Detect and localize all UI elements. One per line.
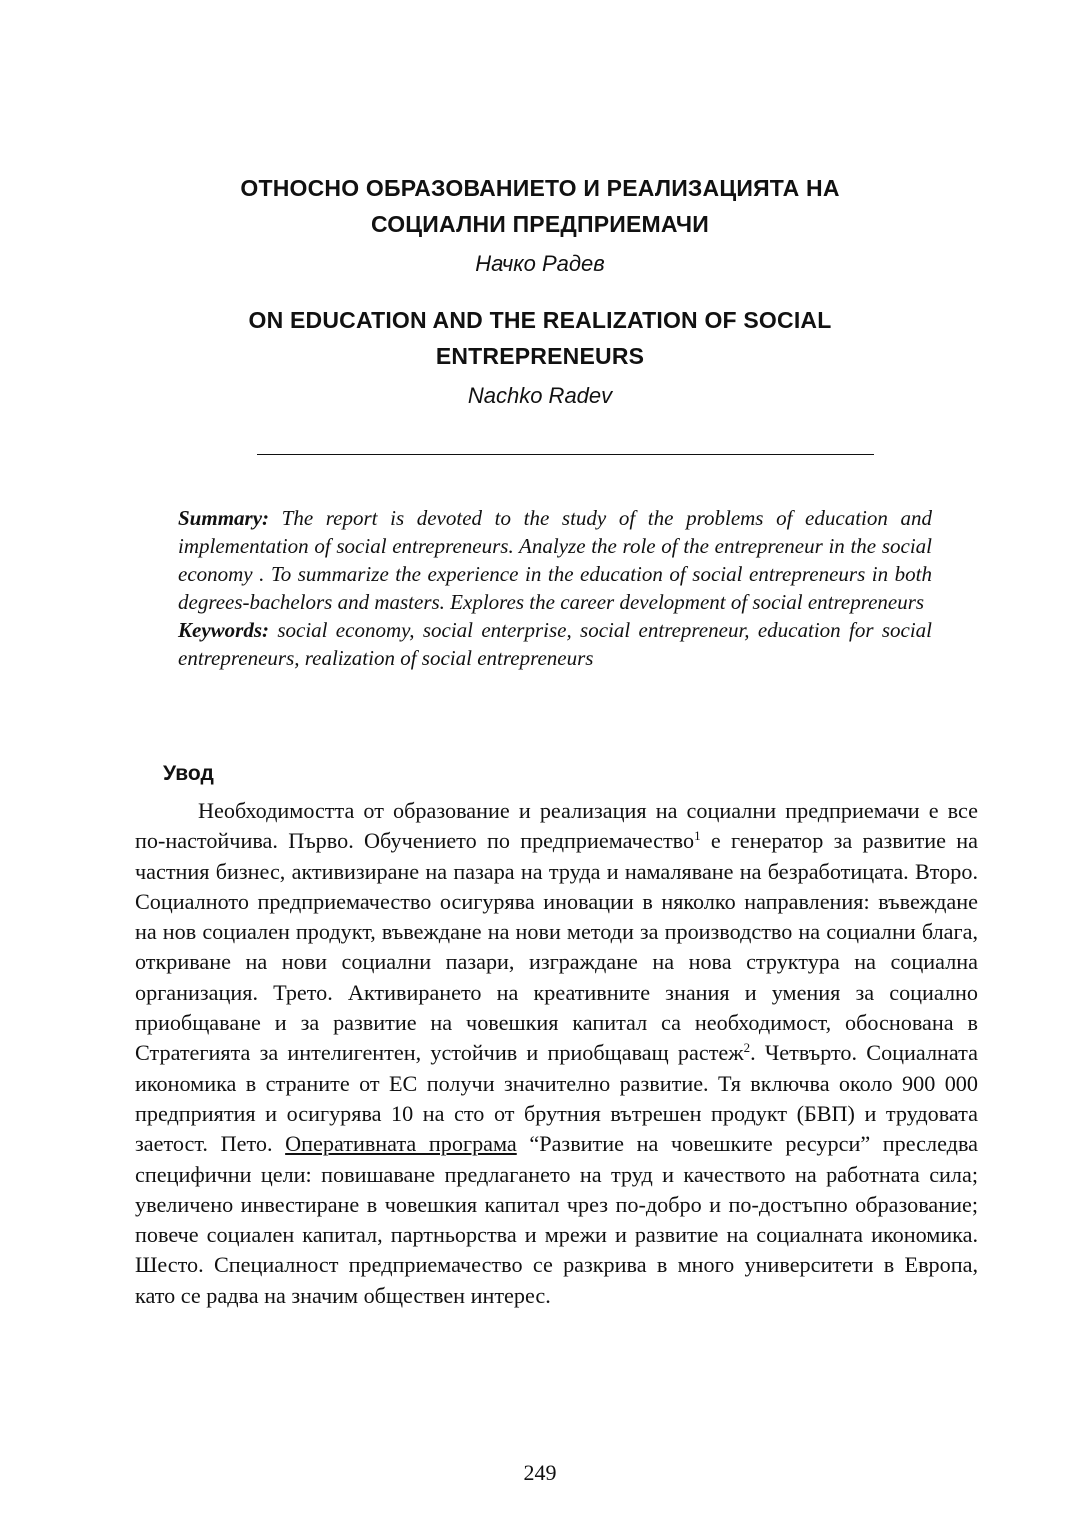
keywords-paragraph xyxy=(178,616,932,672)
author-en: Nachko Radev xyxy=(467,383,613,408)
body-text-part-1: Необходимостта от образование и реализация на социални предприемачи е все по-настойчива. Първо. Обучението по предприемачество xyxy=(135,798,978,854)
keywords-text: social economy, social enterprise, social entrepreneur, education for social entrepreneurs, realization of social entrepreneurs xyxy=(178,618,932,670)
section-heading: Увод xyxy=(163,762,214,785)
body-text-part-3: . Четвърто. Социалната икономика в страните от ЕС получи значително развитие. Тя включва около 900 000 предприятия и осигурява 10 на сто от брутния вътрешен продукт (БВП) и трудовата заетост. Пето. xyxy=(135,1040,978,1157)
abstract xyxy=(178,504,932,672)
title-divider xyxy=(257,454,874,455)
title-en-line-1: ON EDUCATION AND THE REALIZATION OF SOCIAL xyxy=(248,307,832,333)
summary-text: The report is devoted to the study of the problems of education and implementation of social entrepreneurs. Analyze the role of the entrepreneur in the social economy . To summarize the experience in the education of social entrepreneurs in both degrees-bachelors and masters. Explores the career development of social entrepreneurs xyxy=(178,506,932,614)
body-text-part-4: “Развитие на човешките ресурси” преследва специфични цели: повишаване предлагането на труд и качеството на работната сила; увеличено инвестиране в човешкия капитал чрез по-добро и по-достъпно образование; повече социален капитал, партньорства и мрежи и развитие на социалната икономика. Шесто. Специалност предприемачество се разкрива в много университети в Европа, като се радва на значим обществен интерес. xyxy=(135,1131,978,1308)
body-text-part-2: е генератор за развитие на частния бизнес, активизиране на пазара на труда и намаляване на безработицата. Второ. Социалното предприемачество осигурява иновации в няколко направления: въвеждане на нов социален продукт, въвеждане на нови методи за производство на социални блага, откриване на нови социални пазари, изграждане на нова структура на социална организация. Трето. Активирането на креативните знания и умения за социално приобщаване и за развитие на човешкия капитал са необходимост, обоснована в Стратегията за интелигентен, устойчив и приобщаващ растеж xyxy=(135,828,978,1066)
summary-paragraph xyxy=(178,504,932,616)
title-bg-line-2: СОЦИАЛНИ ПРЕДПРИЕМАЧИ xyxy=(370,211,710,237)
footnote-ref-1[interactable]: 1 xyxy=(694,828,701,844)
summary-label: Summary: xyxy=(178,506,270,530)
operational-programme-link[interactable]: Оперативната програма xyxy=(285,1131,517,1157)
title-bg-line-1: ОТНОСНО ОБРАЗОВАНИЕТО И РЕАЛИЗАЦИЯТА НА xyxy=(240,175,840,201)
title-en-line-2: ENTREPRENEURS xyxy=(435,343,645,369)
keywords-label: Keywords: xyxy=(178,618,269,642)
page-number: 249 xyxy=(523,1460,557,1485)
author-bg: Начко Радев xyxy=(475,251,605,276)
body-paragraph xyxy=(135,796,978,1311)
footnote-ref-2[interactable]: 2 xyxy=(743,1040,751,1056)
title-block xyxy=(0,170,1080,414)
